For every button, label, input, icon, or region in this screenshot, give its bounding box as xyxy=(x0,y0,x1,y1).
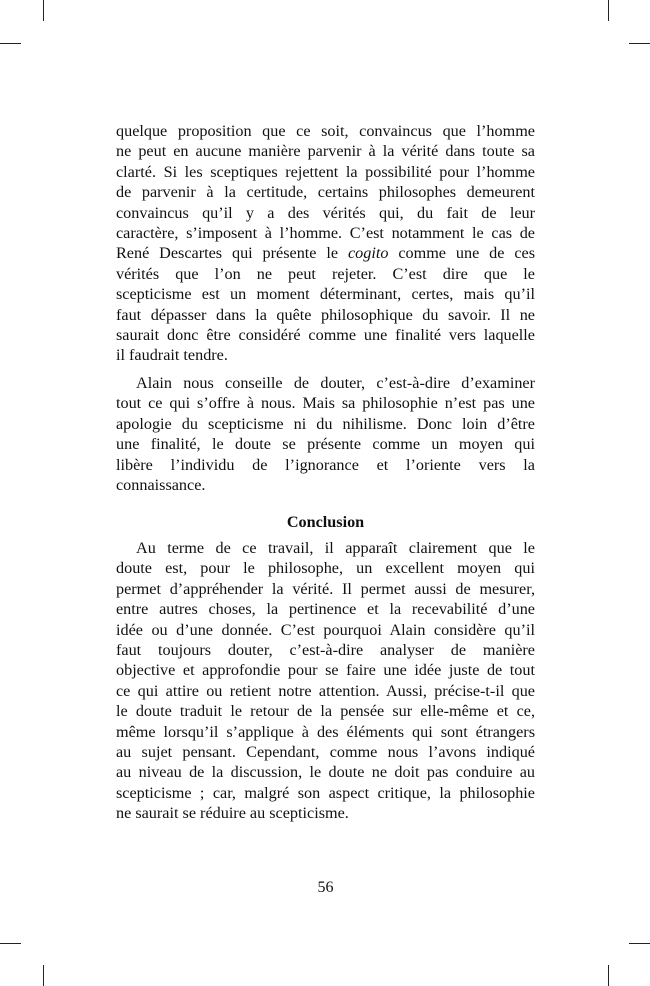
text-line xyxy=(116,284,535,304)
text-segment: le doute traduit le retour de la pensée sur elle-même et ce, xyxy=(116,702,535,721)
crop-mark xyxy=(0,43,21,44)
text-segment: au niveau de la discussion, le doute ne doit pas conduire au xyxy=(116,763,535,782)
text-line xyxy=(116,599,535,619)
text-line xyxy=(116,640,535,660)
text-segment: convaincus qu’il y a des vérités qui, du fait de leur xyxy=(116,203,535,222)
text-line xyxy=(116,121,535,141)
text-line xyxy=(116,620,535,640)
text-segment: de parvenir à la certitude, certains philosophes demeurent xyxy=(116,183,535,202)
text-line xyxy=(116,783,535,803)
text-line xyxy=(116,305,535,325)
italic-term: cogito xyxy=(347,244,389,263)
text-segment: objective et approfondie pour se faire une idée juste de tout xyxy=(116,661,535,680)
text-segment: ne saurait se réduire au scepticisme. xyxy=(116,804,349,823)
text-segment: connaissance. xyxy=(116,476,206,495)
text-line xyxy=(116,660,535,680)
text-segment: ne peut en aucune manière parvenir à la vérité dans toute sa xyxy=(116,142,535,161)
text-line xyxy=(116,182,535,202)
text-segment: faut toujours douter, c’est-à-dire analyser de manière xyxy=(116,641,535,660)
crop-mark xyxy=(608,965,609,986)
text-line xyxy=(116,162,535,182)
text-segment: Alain nous conseille de douter, c’est-à-dire d’examiner xyxy=(136,374,535,392)
text-segment: scepticisme est un moment déterminant, certes, mais qu’il xyxy=(116,285,535,304)
text-segment: une finalité, le doute se présente comme un moyen qui xyxy=(116,435,535,454)
text-line xyxy=(116,558,535,578)
crop-mark xyxy=(43,965,44,986)
text-segment: quelque proposition que ce soit, convaincus que l’homme xyxy=(116,122,535,140)
text-segment: idée ou d’une donnée. C’est pourquoi Alain considère qu’il xyxy=(116,620,535,639)
text-line xyxy=(116,393,535,413)
text-segment: libère l’individu de l’ignorance et l’oriente vers la xyxy=(116,455,535,474)
text-line xyxy=(116,325,535,345)
text-segment: il faudrait tendre. xyxy=(116,346,228,365)
text-segment: apologie du scepticisme ni du nihilisme. Donc loin d’être xyxy=(116,414,535,433)
crop-mark xyxy=(629,943,650,944)
crop-mark xyxy=(43,0,44,21)
paragraph-1 xyxy=(116,121,535,366)
paragraph-2 xyxy=(116,373,535,495)
text-segment: au sujet pensant. Cependant, comme nous l’avons indiqué xyxy=(116,743,535,762)
text-line xyxy=(116,141,535,161)
text-segment: Au terme de ce travail, il apparaît clairement que le xyxy=(136,539,535,557)
text-line xyxy=(116,742,535,762)
crop-mark xyxy=(629,43,650,44)
text-line xyxy=(116,722,535,742)
text-line xyxy=(116,203,535,223)
text-line xyxy=(116,434,535,454)
text-segment: entre autres choses, la pertinence et la recevabilité d’une xyxy=(116,600,535,619)
text-line xyxy=(116,414,535,434)
text-line xyxy=(116,373,535,393)
text-segment: doute est, pour le philosophe, un excellent moyen qui xyxy=(116,559,535,578)
text-line xyxy=(116,579,535,599)
text-line xyxy=(116,681,535,701)
text-line xyxy=(116,475,535,495)
text-segment: caractère, s’imposent à l’homme. C’est notamment le cas de xyxy=(116,224,535,243)
text-line xyxy=(116,345,535,365)
page-number: 56 xyxy=(317,879,334,896)
text-line xyxy=(116,538,535,558)
text-segment: tout ce qui s’offre à nous. Mais sa philosophie n’est pas une xyxy=(116,394,535,413)
text-line xyxy=(116,762,535,782)
text-line xyxy=(116,803,535,823)
text-segment: comme une de ces xyxy=(388,244,535,263)
crop-mark xyxy=(608,0,609,21)
text-line xyxy=(116,264,535,284)
text-segment: vérités que l’on ne peut rejeter. C’est dire que le xyxy=(116,264,535,283)
text-segment: ce qui attire ou retient notre attention. Aussi, précise-t-il que xyxy=(116,681,535,700)
paragraph-3 xyxy=(116,538,535,824)
text-line xyxy=(116,455,535,475)
text-segment: permet d’appréhender la vérité. Il permet aussi de mesurer, xyxy=(116,579,535,598)
text-segment: faut dépasser dans la quête philosophique du savoir. Il ne xyxy=(116,305,535,324)
text-line xyxy=(116,223,535,243)
text-segment: même lorsqu’il s’applique à des éléments qui sont étrangers xyxy=(116,722,535,741)
text-segment: René Descartes qui présente le xyxy=(116,244,348,263)
text-segment: saurait donc être considéré comme une finalité vers laquelle xyxy=(116,326,535,345)
section-heading: Conclusion xyxy=(286,513,365,531)
text-line xyxy=(116,701,535,721)
text-segment: clarté. Si les sceptiques rejettent la possibilité pour l’homme xyxy=(116,162,535,181)
text-line xyxy=(116,243,535,263)
crop-mark xyxy=(0,943,21,944)
text-segment: scepticisme ; car, malgré son aspect critique, la philosophie xyxy=(116,783,535,802)
